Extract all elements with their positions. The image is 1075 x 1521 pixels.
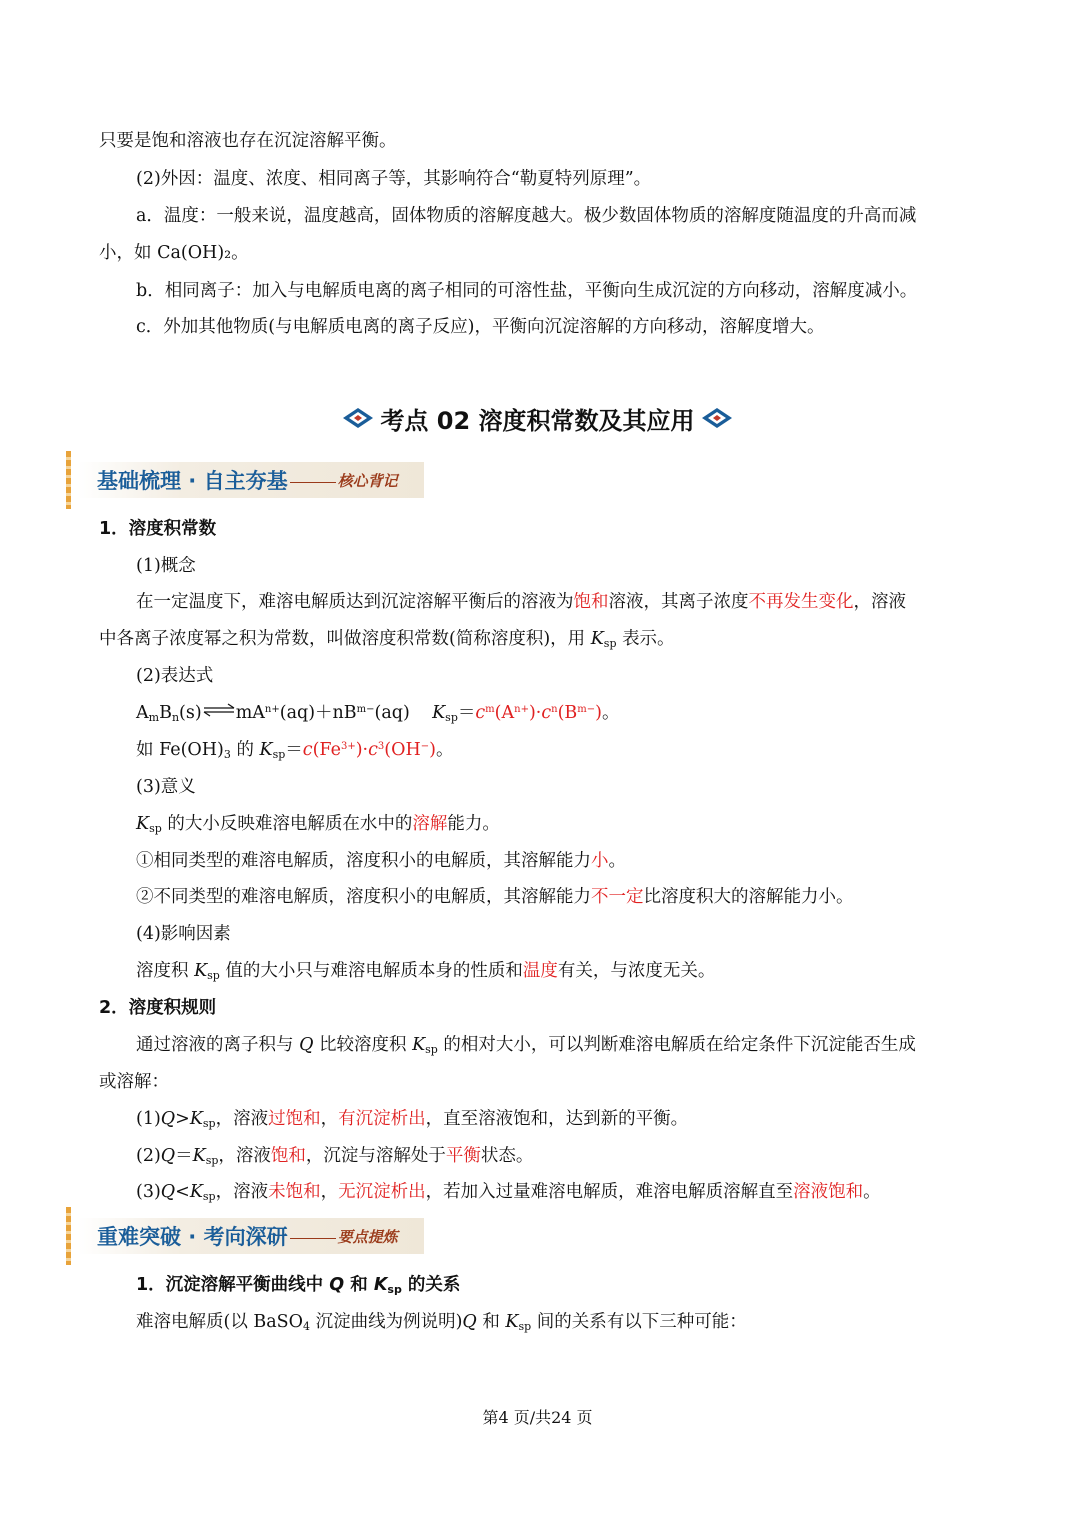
text-line: ②不同类型的难溶电解质，溶度积小的电解质，其溶解能力不一定比溶度积大的溶解能力小。	[136, 887, 854, 907]
text-line: (1)概念	[136, 556, 196, 576]
text-line: 在一定温度下，难溶电解质达到沉淀溶解平衡后的溶液为饱和溶液，其离子浓度不再发生变化，溶液	[136, 592, 906, 612]
text-line: b．相同离子：加入与电解质电离的离子相同的可溶性盐，平衡向生成沉淀的方向移动，溶解度减小。	[136, 281, 918, 301]
topic-heading	[0, 400, 1075, 436]
band-dash	[290, 482, 336, 483]
text-line: ①相同类型的难溶电解质，溶度积小的电解质，其溶解能力小。	[136, 851, 626, 871]
diamond-ornament-icon	[701, 407, 733, 429]
band-stripe	[66, 451, 71, 509]
text-line: 或溶解：	[99, 1072, 169, 1092]
text-line: a．温度：一般来说，温度越高，固体物质的溶解度越大。极少数固体物质的溶解度随温度的升高而减	[136, 206, 917, 226]
section-heading: 1．溶度积常数	[99, 519, 217, 539]
section-band-basics	[66, 462, 398, 498]
text-line: 溶度积 $K_{sp}$ 值的大小只与难溶电解质本身的性质和温度有关，与浓度无关。	[136, 961, 716, 982]
topic-title: 考点 02 溶度积常数及其应用	[380, 406, 695, 435]
text-line: 中各离子浓度幂之积为常数，叫做溶度积常数(简称溶度积)，用 $K_{sp}$ 表示。	[99, 629, 675, 650]
band-title: 基础梳理 · 自主夯基	[97, 469, 288, 493]
text-line: (2)表达式	[136, 666, 214, 686]
text-line: c．外加其他物质(与电解质电离的离子反应)，平衡向沉淀溶解的方向移动，溶解度增大。	[136, 317, 825, 337]
section-band-breakthrough	[66, 1218, 398, 1254]
text-line: (4)影响因素	[136, 924, 231, 944]
text-line: $K_{sp}$ 的大小反映难溶电解质在水中的溶解能力。	[136, 814, 500, 835]
page-footer: 第4 页/共24 页	[482, 1408, 593, 1427]
band-title: 重难突破 · 考向深研	[97, 1225, 288, 1249]
text-line: 难溶电解质(以 BaSO$_4$ 沉淀曲线为例说明)Q 和 $K_{sp}$ 间的关系有以下三种可能：	[136, 1312, 747, 1333]
diamond-ornament-icon	[342, 407, 374, 429]
band-dash	[290, 1238, 336, 1239]
text-line: (3)意义	[136, 777, 196, 797]
text-line: 通过溶液的离子积与 Q 比较溶度积 $K_{sp}$ 的相对大小，可以判断难溶电解质在给定条件下沉淀能否生成	[136, 1035, 916, 1056]
text-line: $(2)Q=K_{sp}$，溶液饱和，沉淀与溶解处于平衡状态。	[136, 1146, 534, 1167]
section-heading: 2．溶度积规则	[99, 998, 217, 1018]
band-stripe	[66, 1207, 71, 1265]
band-subtitle: 核心背记	[337, 471, 398, 490]
band-subtitle: 要点提炼	[337, 1227, 398, 1246]
formula-line: 如 $Fe(OH)_3$ 的 $K_{sp}=c(Fe^{3+})\cdot c^3(OH^-)$。	[136, 740, 454, 761]
formula-line: $A_mB_n(s)$ $mA^{n+}(aq)+nB^{m-}(aq)$ $K_{sp}=c^m(A^{n+})\cdot c^n(B^{m-})$。	[136, 703, 620, 724]
text-line: (2)外因：温度、浓度、相同离子等，其影响符合“勒夏特列原理”。	[136, 169, 652, 189]
text-line: 小，如 Ca(OH)₂。	[99, 243, 249, 263]
text-line: $(1)Q>K_{sp}$，溶液过饱和，有沉淀析出，直至溶液饱和，达到新的平衡。	[136, 1109, 689, 1130]
text-line: $(3)Q<K_{sp}$，溶液未饱和，无沉淀析出，若加入过量难溶电解质，难溶电解质溶解直至溶液饱和。	[136, 1182, 881, 1203]
equilibrium-arrow-icon	[202, 703, 236, 717]
section-heading: 1．沉淀溶解平衡曲线中 Q 和 $K_{sp}$ 的关系	[136, 1275, 461, 1296]
text-line: 只要是饱和溶液也存在沉淀溶解平衡。	[99, 131, 397, 151]
